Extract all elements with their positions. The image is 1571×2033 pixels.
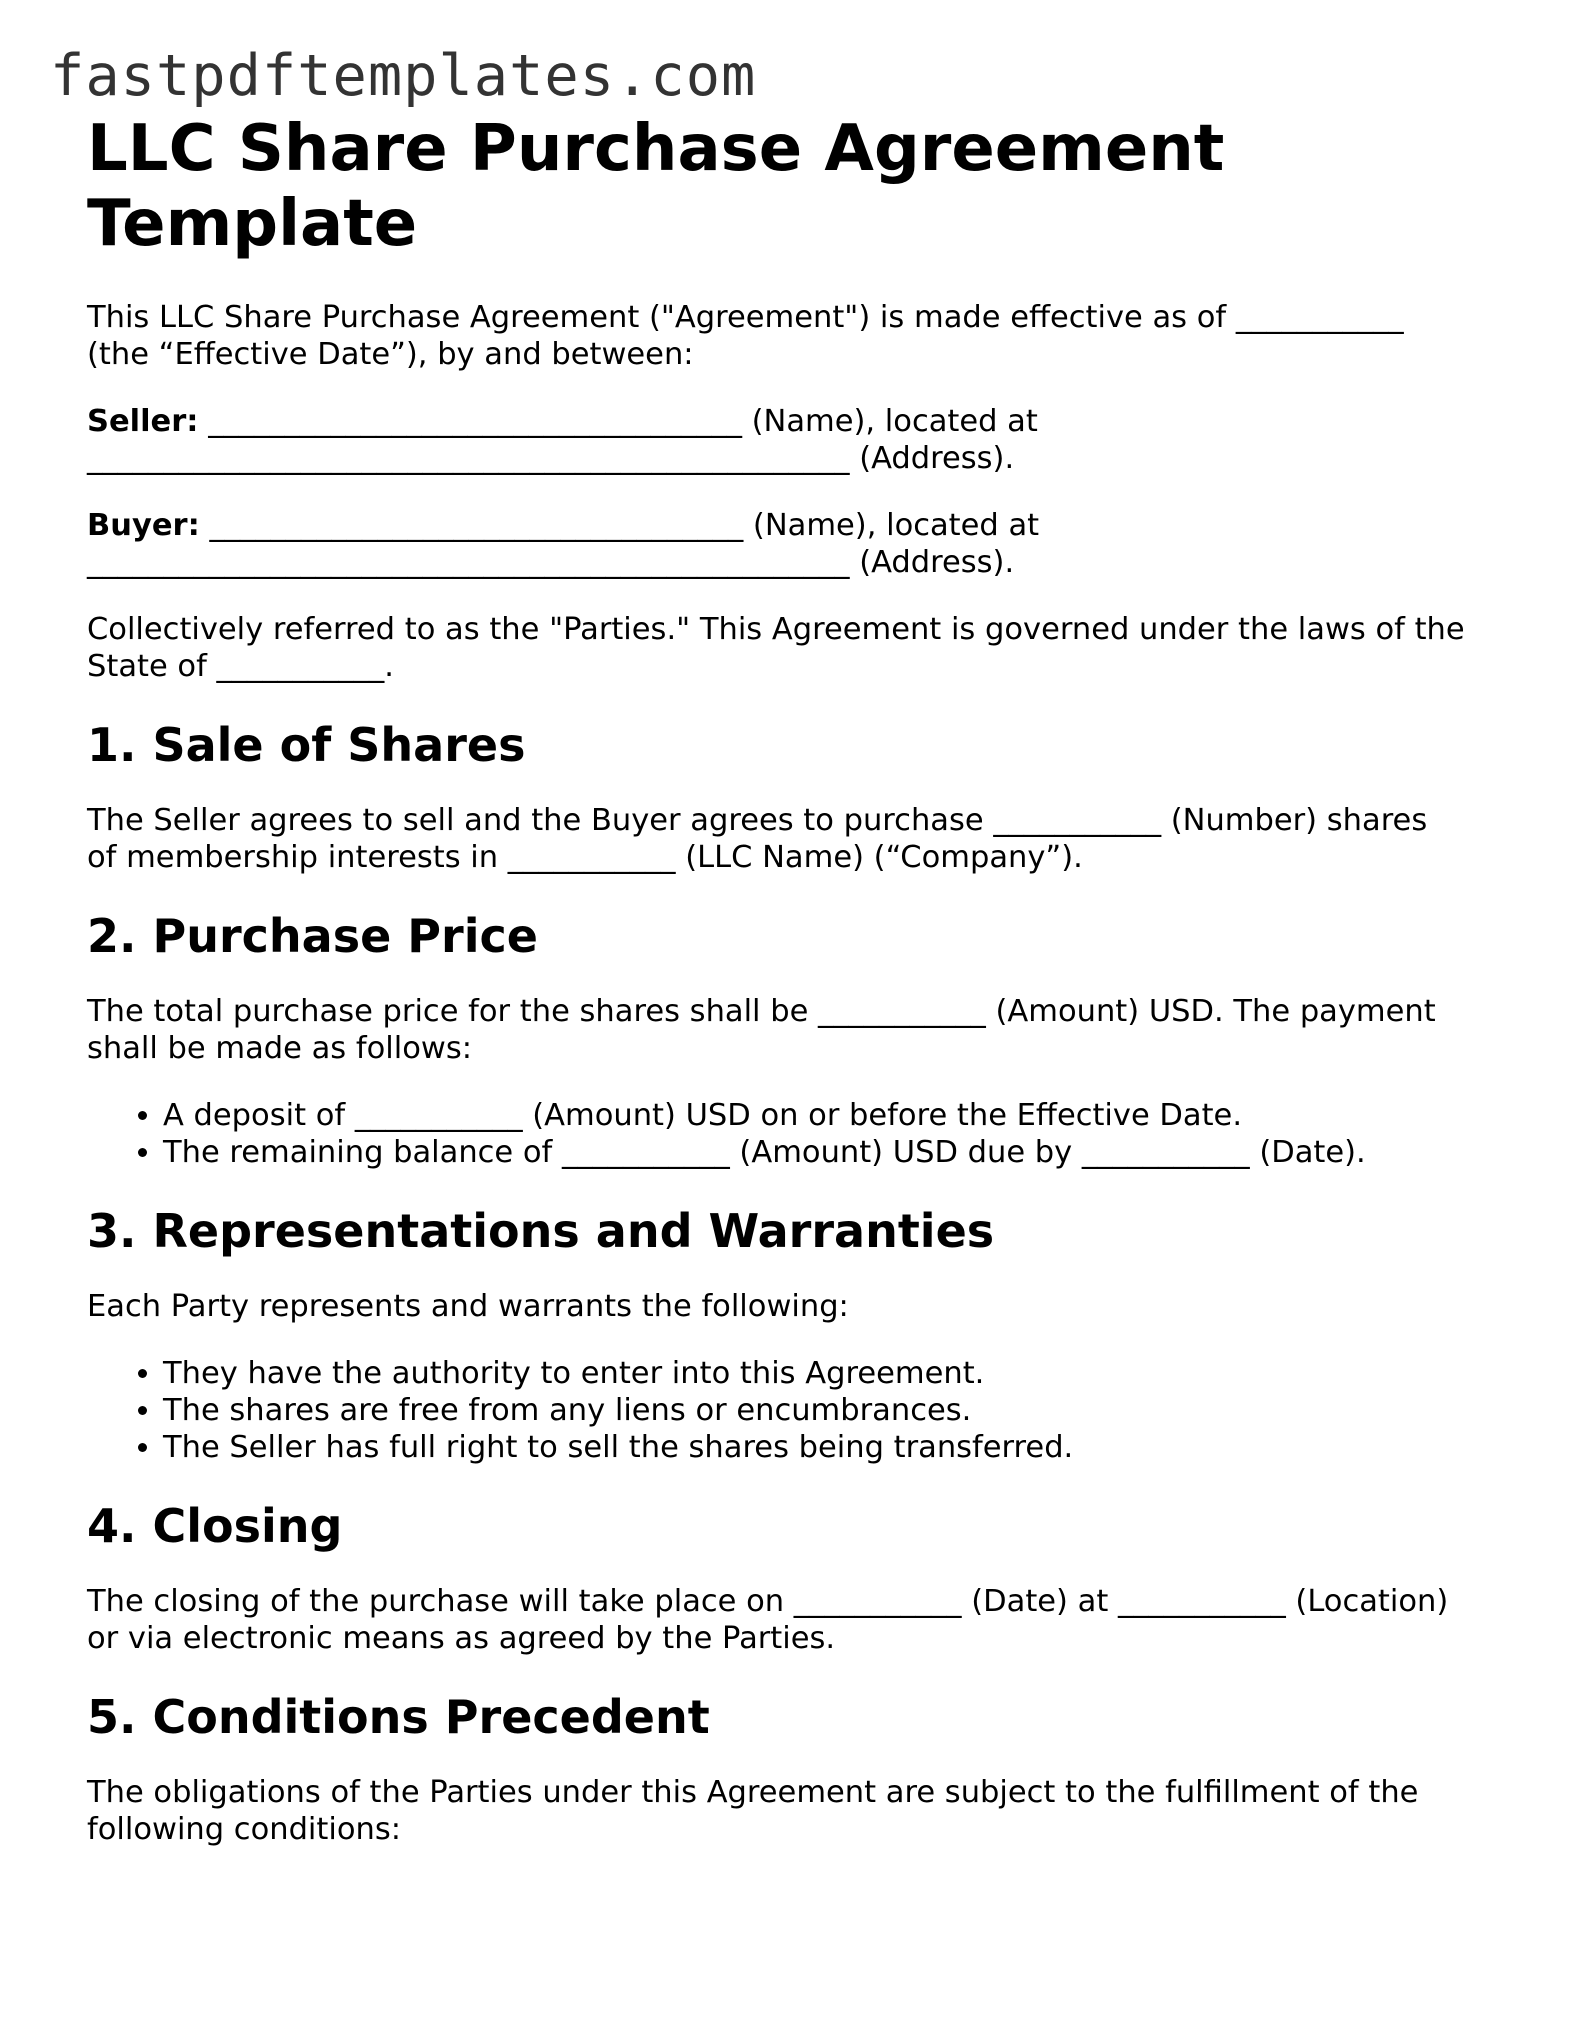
- page-title: [87, 112, 1487, 262]
- seller-label: Seller:: [87, 404, 199, 439]
- section-heading-conditions: 5. Conditions Precedent: [87, 1690, 710, 1744]
- conditions-line-2: following conditions:: [87, 1812, 401, 1847]
- buyer-label: Buyer:: [87, 508, 200, 543]
- section-heading-sale: 1. Sale of Shares: [87, 718, 526, 772]
- buyer-name-line: ___________________________________ (Name), located at: [199, 508, 1040, 543]
- closing-line-2: or via electronic means as agreed by the Parties.: [87, 1621, 836, 1656]
- watermark: fastpdftemplates.com: [50, 43, 757, 109]
- reps-bullet-list: [87, 1355, 1487, 1466]
- seller-paragraph: [87, 403, 1487, 477]
- list-item: • The remaining balance of ___________ (Amount) USD due by ___________ (Date).: [163, 1134, 1487, 1171]
- sale-paragraph: [87, 802, 1487, 876]
- conditions-paragraph: [87, 1774, 1487, 1848]
- parties-line-2: State of ___________.: [87, 649, 394, 684]
- parties-paragraph: [87, 611, 1487, 685]
- section-heading-reps: 3. Representations and Warranties: [87, 1204, 995, 1258]
- buyer-paragraph: [87, 507, 1487, 581]
- list-item: • The Seller has full right to sell the shares being transferred.: [163, 1429, 1487, 1466]
- list-item: • They have the authority to enter into this Agreement.: [163, 1355, 1487, 1392]
- closing-line-1: The closing of the purchase will take place on ___________ (Date) at ___________ (Location): [87, 1584, 1449, 1619]
- title-line-2: Template: [87, 187, 418, 261]
- sale-line-2: of membership interests in ___________ (LLC Name) (“Company”).: [87, 840, 1083, 875]
- seller-name-line: ___________________________________ (Name), located at: [198, 404, 1038, 439]
- title-line-1: LLC Share Purchase Agreement: [87, 112, 1225, 186]
- closing-paragraph: [87, 1583, 1487, 1657]
- sale-line-1: The Seller agrees to sell and the Buyer agrees to purchase ___________ (Number) shares: [87, 803, 1428, 838]
- seller-address-line: __________________________________________________ (Address).: [87, 441, 1015, 476]
- section-heading-price: 2. Purchase Price: [87, 909, 538, 963]
- list-item: • A deposit of ___________ (Amount) USD on or before the Effective Date.: [163, 1097, 1487, 1134]
- intro-line-2: (the “Effective Date”), by and between:: [87, 337, 694, 372]
- reps-intro: Each Party represents and warrants the following:: [87, 1289, 849, 1324]
- intro-paragraph: [87, 299, 1487, 373]
- conditions-line-1: The obligations of the Parties under this Agreement are subject to the fulfillment of the: [87, 1775, 1419, 1810]
- price-line-2: shall be made as follows:: [87, 1031, 472, 1066]
- price-line-1: The total purchase price for the shares shall be ___________ (Amount) USD. The payment: [87, 994, 1436, 1029]
- parties-line-1: Collectively referred to as the "Parties." This Agreement is governed under the laws of the: [87, 612, 1465, 647]
- list-item: • The shares are free from any liens or encumbrances.: [163, 1392, 1487, 1429]
- document: [87, 112, 1487, 1848]
- intro-line-1: This LLC Share Purchase Agreement ("Agreement") is made effective as of ___________: [87, 300, 1404, 335]
- price-paragraph: [87, 993, 1487, 1067]
- section-heading-closing: 4. Closing: [87, 1499, 343, 1553]
- price-bullet-list: [87, 1097, 1487, 1171]
- buyer-address-line: __________________________________________________ (Address).: [87, 545, 1015, 580]
